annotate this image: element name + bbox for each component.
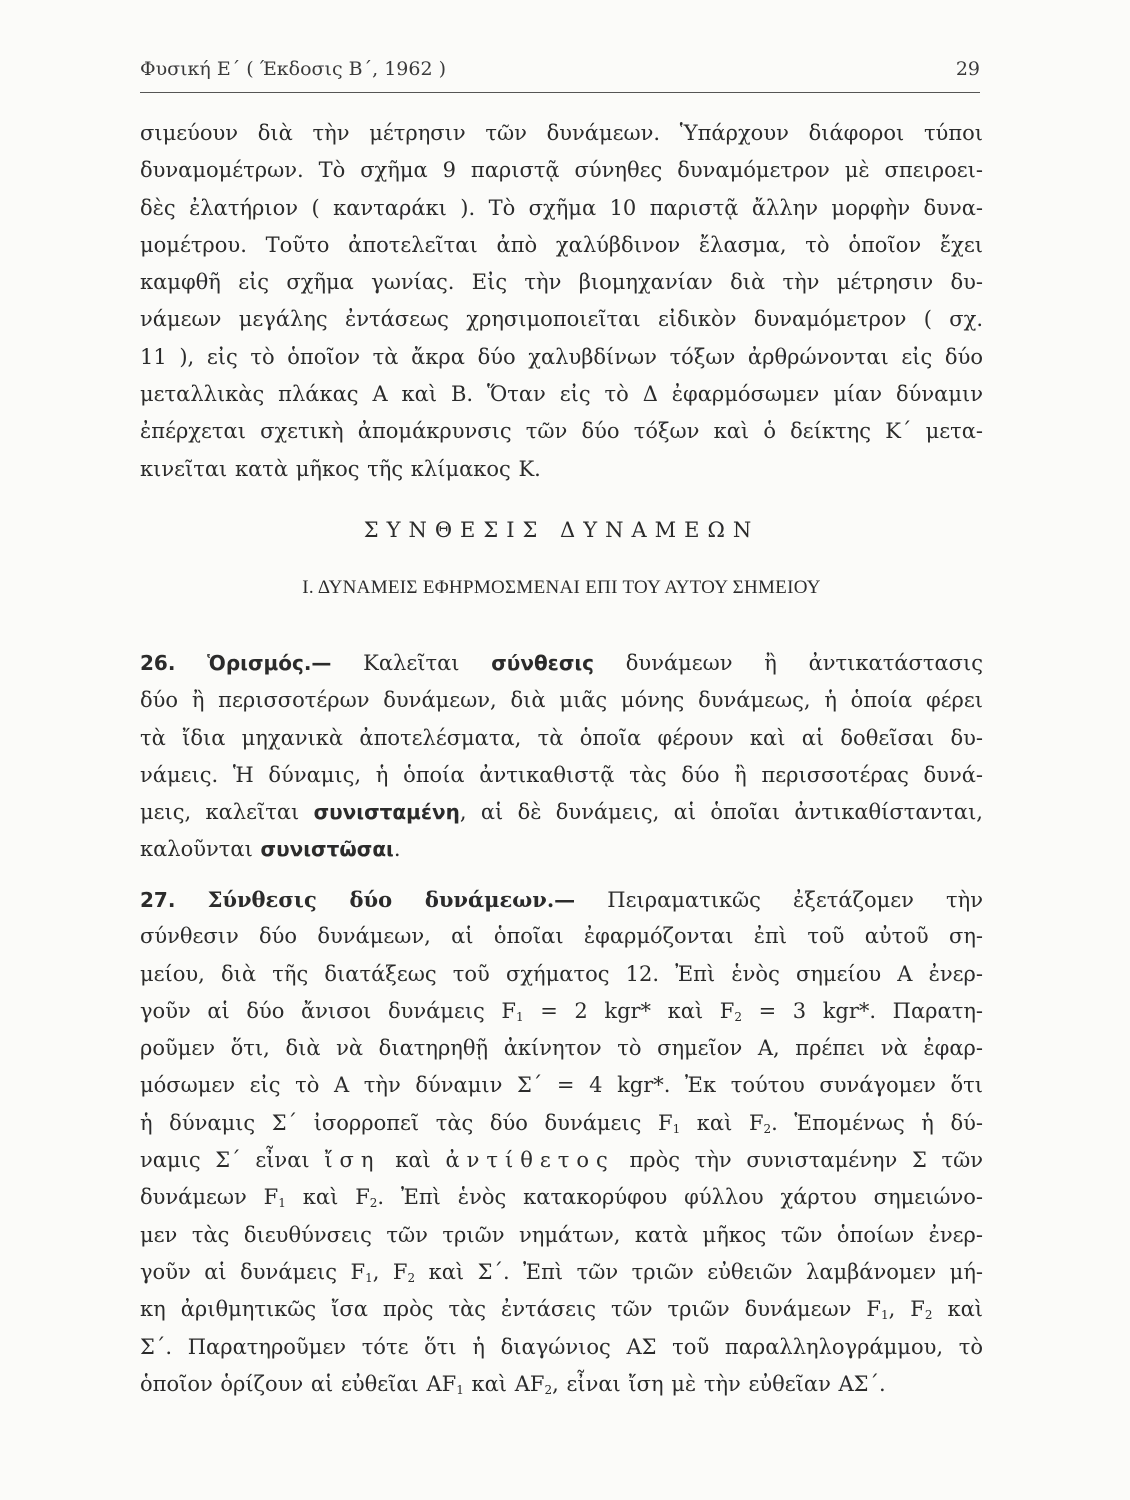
- page-number: 29: [955, 58, 980, 80]
- section-26: [140, 645, 983, 869]
- text-line: νάμεις. Ἡ δύναμις, ἡ ὁποία ἀντικαθιστᾷ τὰς δύο ἢ περισσοτέρας δυνά-: [140, 762, 983, 787]
- section-subtitle: Ι. ΔΥΝΑΜΕΙΣ ΕΦΗΡΜΟΣΜΕΝΑΙ ΕΠΙ ΤΟΥ ΑΥΤΟΥ ΣΗΜΕΙΟΥ: [302, 577, 821, 598]
- defined-term: σύνθεσις: [491, 651, 595, 675]
- text-line: τὰ ἴδια μηχανικὰ ἀποτελέσματα, τὰ ὁποῖα φέρουν καὶ αἱ δοθεῖσαι δυ-: [140, 725, 983, 750]
- text-run: καὶ Σ΄. Ἐπὶ τῶν τριῶν εὐθειῶν λαμβάνομεν μή-: [415, 1259, 983, 1284]
- text-line: δὲς ἐλατήριον ( κανταράκι ). Τὸ σχῆμα 10 παριστᾷ ἄλλην μορφὴν δυνα-: [140, 195, 983, 220]
- section-number: 27.: [140, 888, 176, 912]
- text-run: ὁποῖον ὁρίζουν αἱ εὐθεῖαι AF: [140, 1371, 457, 1396]
- text-run: γοῦν αἱ δύο ἄνισοι δυνάμεις F: [140, 998, 516, 1023]
- subscript: 1: [880, 1308, 889, 1323]
- text-run: , αἱ δὲ δυνάμεις, αἱ ὁποῖαι ἀντικαθίστανται,: [459, 800, 983, 825]
- text-line: δυναμομέτρων. Τὸ σχῆμα 9 παριστᾷ σύνηθες δυναμόμετρον μὲ σπειροει-: [140, 158, 983, 183]
- subscript: 2: [407, 1270, 416, 1285]
- running-title: Φυσική Ε΄ ( Έκδοσις Β΄, 1962 ): [140, 58, 447, 80]
- text-line: Σ΄. Παρατηροῦμεν τότε ὅτι ἡ διαγώνιος ΑΣ τοῦ παραλληλογράμμου, τὸ: [140, 1334, 983, 1359]
- text-line: σιμεύουν διὰ τὴν μέτρησιν τῶν δυνάμεων. Ὑπάρχουν διάφοροι τύποι: [140, 121, 983, 145]
- text-run: . Ἐπὶ ἑνὸς κατακορύφου φύλλου χάρτου σημειώνο-: [377, 1185, 983, 1210]
- text-run: , F: [372, 1259, 408, 1284]
- text-line: [140, 1105, 983, 1142]
- subscript: 1: [456, 1382, 464, 1397]
- text-line: ἐπέρχεται σχετικὴ ἀπομάκρυνσις τῶν δύο τόξων καὶ ὁ δείκτης Κ΄ μετα-: [140, 419, 983, 444]
- text-run: καὶ F: [285, 1185, 370, 1210]
- text-line: μείου, διὰ τῆς διατάξεως τοῦ σχήματος 12. Ἐπὶ ἑνὸς σημείου Α ἐνερ-: [140, 961, 983, 986]
- section-number: 26.: [140, 651, 176, 675]
- text-run: δυνάμεων F: [140, 1185, 279, 1210]
- text-run: .: [393, 837, 401, 862]
- text-line: 11 ), εἰς τὸ ὁποῖον τὰ ἄκρα δύο χαλυβδίνων τόξων ἀρθρώνονται εἰς δύο: [140, 344, 983, 369]
- text-line: δύο ἢ περισσοτέρων δυνάμεων, διὰ μιᾶς μόνης δυνάμεως, ἡ ὁποία φέρει: [140, 688, 983, 713]
- text-line: ροῦμεν ὅτι, διὰ νὰ διατηρηθῇ ἀκίνητον τὸ σημεῖον Α, πρέπει νὰ ἐφαρ-: [140, 1036, 983, 1061]
- text-line: [140, 1291, 983, 1328]
- text-run: καλοῦνται: [140, 837, 253, 862]
- text-run: πρὸς τὴν συνισταμένην Σ τῶν: [629, 1148, 983, 1173]
- text-run: γοῦν αἱ δυνάμεις F: [140, 1259, 366, 1284]
- subscript: 2: [734, 1009, 742, 1024]
- text-line: μεν τὰς διευθύνσεις τῶν τριῶν νημάτων, κατὰ μῆκος τῶν ὁποίων ἐνερ-: [140, 1222, 983, 1247]
- subscript: 2: [544, 1382, 553, 1397]
- text-line: [140, 881, 983, 918]
- subscript: 1: [278, 1196, 286, 1211]
- header-rule: [140, 92, 980, 93]
- text-line: νάμεων μεγάλης ἐντάσεως χρησιμοποιεῖται εἰδικὸν δυναμόμετρον ( σχ.: [140, 307, 983, 332]
- section-heading: Σύνθεσις δύο δυνάμεων.—: [207, 887, 576, 912]
- intro-paragraph: [140, 115, 983, 488]
- subscript: 2: [369, 1196, 378, 1211]
- spaced-emphasis: ἀντίθετος: [445, 1148, 615, 1173]
- subscript: 1: [515, 1009, 524, 1024]
- text-run: = 3 kgr*. Παρατη-: [741, 998, 983, 1023]
- defined-term: συνισταμένη: [313, 800, 460, 825]
- section-title: ΣΥΝΘΕΣΙΣ ΔΥΝΑΜΕΩΝ: [363, 518, 760, 542]
- text-line: [140, 1142, 983, 1179]
- text-line: [140, 831, 983, 868]
- text-run: . Ἑπομένως ἡ δύ-: [771, 1110, 983, 1135]
- text-line: μεταλλικὰς πλάκας Α καὶ Β. Ὅταν εἰς τὸ Δ ἐφαρμόσωμεν μίαν δύναμιν: [140, 382, 983, 407]
- text-line: [140, 1366, 983, 1403]
- text-run: καὶ F: [680, 1110, 764, 1135]
- text-line: [140, 794, 983, 831]
- text-line: [140, 1179, 983, 1216]
- text-run: καὶ: [932, 1297, 983, 1322]
- text-line: καμφθῆ εἰς σχῆμα γωνίας. Εἰς τὴν βιομηχανίαν διὰ τὴν μέτρησιν δυ-: [140, 270, 983, 295]
- text-line: κινεῖται κατὰ μῆκος τῆς κλίμακος Κ.: [140, 456, 541, 481]
- subscript: 2: [763, 1121, 772, 1136]
- text-run: , F: [888, 1297, 925, 1322]
- text-line: [140, 993, 983, 1030]
- page-header: [140, 58, 980, 86]
- text-run: , εἶναι ἴση μὲ τὴν εὐθεῖαν ΑΣ΄.: [552, 1371, 886, 1396]
- text-run: Πειραματικῶς ἐξετάζομεν τὴν: [607, 888, 983, 912]
- text-run: καὶ AF: [463, 1371, 545, 1396]
- text-run: ναμις Σ΄ εἶναι: [140, 1148, 310, 1173]
- text-run: καὶ: [395, 1148, 431, 1173]
- spaced-emphasis: ἴση: [324, 1148, 381, 1173]
- text-line: [140, 645, 983, 682]
- text-line: σύνθεσιν δύο δυνάμεων, αἱ ὁποῖαι ἐφαρμόζονται ἐπὶ τοῦ αὐτοῦ ση-: [140, 924, 983, 949]
- subscript: 1: [672, 1121, 681, 1136]
- text-run: μεις, καλεῖται: [140, 800, 300, 825]
- text-line: μόσωμεν εἰς τὸ Α τὴν δύναμιν Σ΄ = 4 kgr*. Ἐκ τούτου συνάγομεν ὅτι: [140, 1073, 983, 1098]
- defined-term: συνιστῶσαι: [260, 837, 394, 862]
- text-run: = 2 kgr* καὶ F: [523, 998, 735, 1023]
- subscript: 1: [365, 1270, 373, 1285]
- subscript: 2: [924, 1308, 933, 1323]
- text-line: [140, 1254, 983, 1291]
- text-run: ἡ δύναμις Σ΄ ἰσορροπεῖ τὰς δύο δυνάμεις F: [140, 1110, 673, 1135]
- text-run: Καλεῖται: [363, 651, 460, 675]
- section-heading: Ὁρισμός.—: [207, 651, 332, 675]
- section-27: [140, 881, 983, 1403]
- text-line: μομέτρου. Τοῦτο ἀποτελεῖται ἀπὸ χαλύβδινον ἔλασμα, τὸ ὁποῖον ἔχει: [140, 232, 983, 257]
- text-run: κη ἀριθμητικῶς ἴσα πρὸς τὰς ἐντάσεις τῶν τριῶν δυνάμεων F: [140, 1297, 881, 1322]
- text-run: δυνάμεων ἢ ἀντικατάστασις: [625, 651, 983, 675]
